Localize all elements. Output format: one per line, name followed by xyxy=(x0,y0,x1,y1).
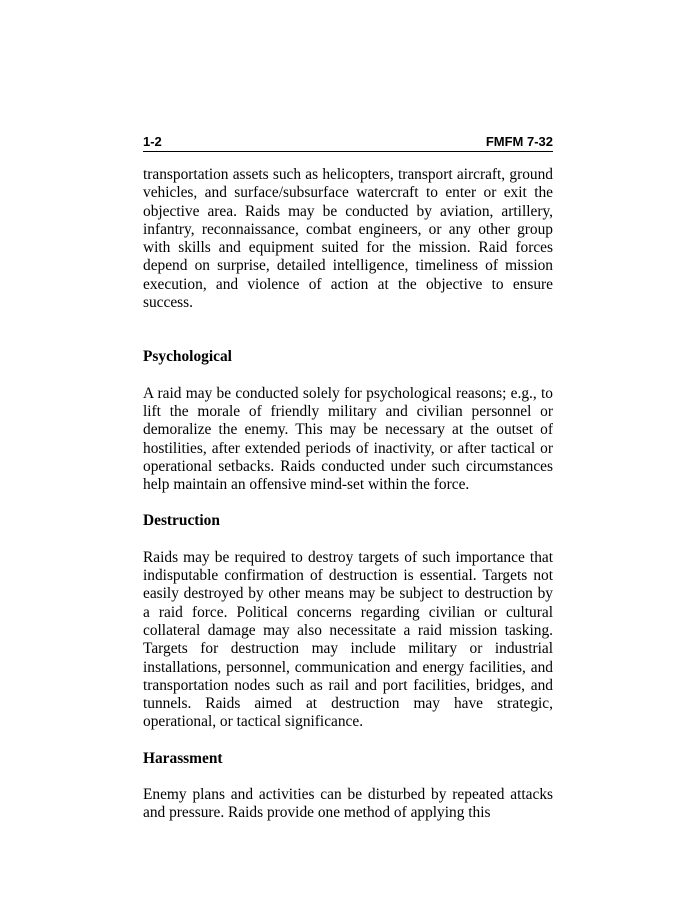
document-page xyxy=(143,133,553,823)
running-header xyxy=(143,133,553,152)
section-heading-psychological: Psychological xyxy=(143,348,232,366)
section-paragraph-destruction: Raids may be required to destroy targets of such importance that indisputable confirmation of destruction is essential. Targets not easily destroyed by other means may be subject to destruction by a raid force. Political concerns regarding civilian or cultural collateral damage may also necessitate a raid mission tasking. Targets for destruction may include military or industrial installations, personnel, communication and energy facilities, and transportation nodes such as rail and port facilities, bridges, and tunnels. Raids aimed at destruction may have strategic, operational, or tactical significance. xyxy=(143,548,553,731)
section-heading-harassment: Harassment xyxy=(143,749,223,767)
intro-paragraph: transportation assets such as helicopters, transport aircraft, ground vehicles, and surface/subsurface watercraft to enter or exit the objective area. Raids may be conducted by aviation, artillery, infantry, reconnaissance, combat engineers, or any other group with skills and equipment suited for the mission. Raid forces depend on surprise, detailed intelligence, timeliness of mission execution, and violence of action at the objective to ensure success. xyxy=(143,166,553,312)
page-number: 1-2 xyxy=(143,134,162,149)
section-heading-destruction: Destruction xyxy=(143,512,220,530)
section-paragraph-harassment: Enemy plans and activities can be disturbed by repeated attacks and pressure. Raids provide one method of applying this xyxy=(143,786,553,822)
body-text xyxy=(143,166,553,823)
section-paragraph-psychological: A raid may be conducted solely for psychological reasons; e.g., to lift the morale of friendly military and civilian personnel or demoralize the enemy. This may be necessary at the outset of hostilities, after extended periods of inactivity, or after tactical or operational setbacks. Raids conducted under such circumstances help maintain an offensive mind-set within the force. xyxy=(143,384,553,494)
document-id: FMFM 7-32 xyxy=(485,134,553,149)
